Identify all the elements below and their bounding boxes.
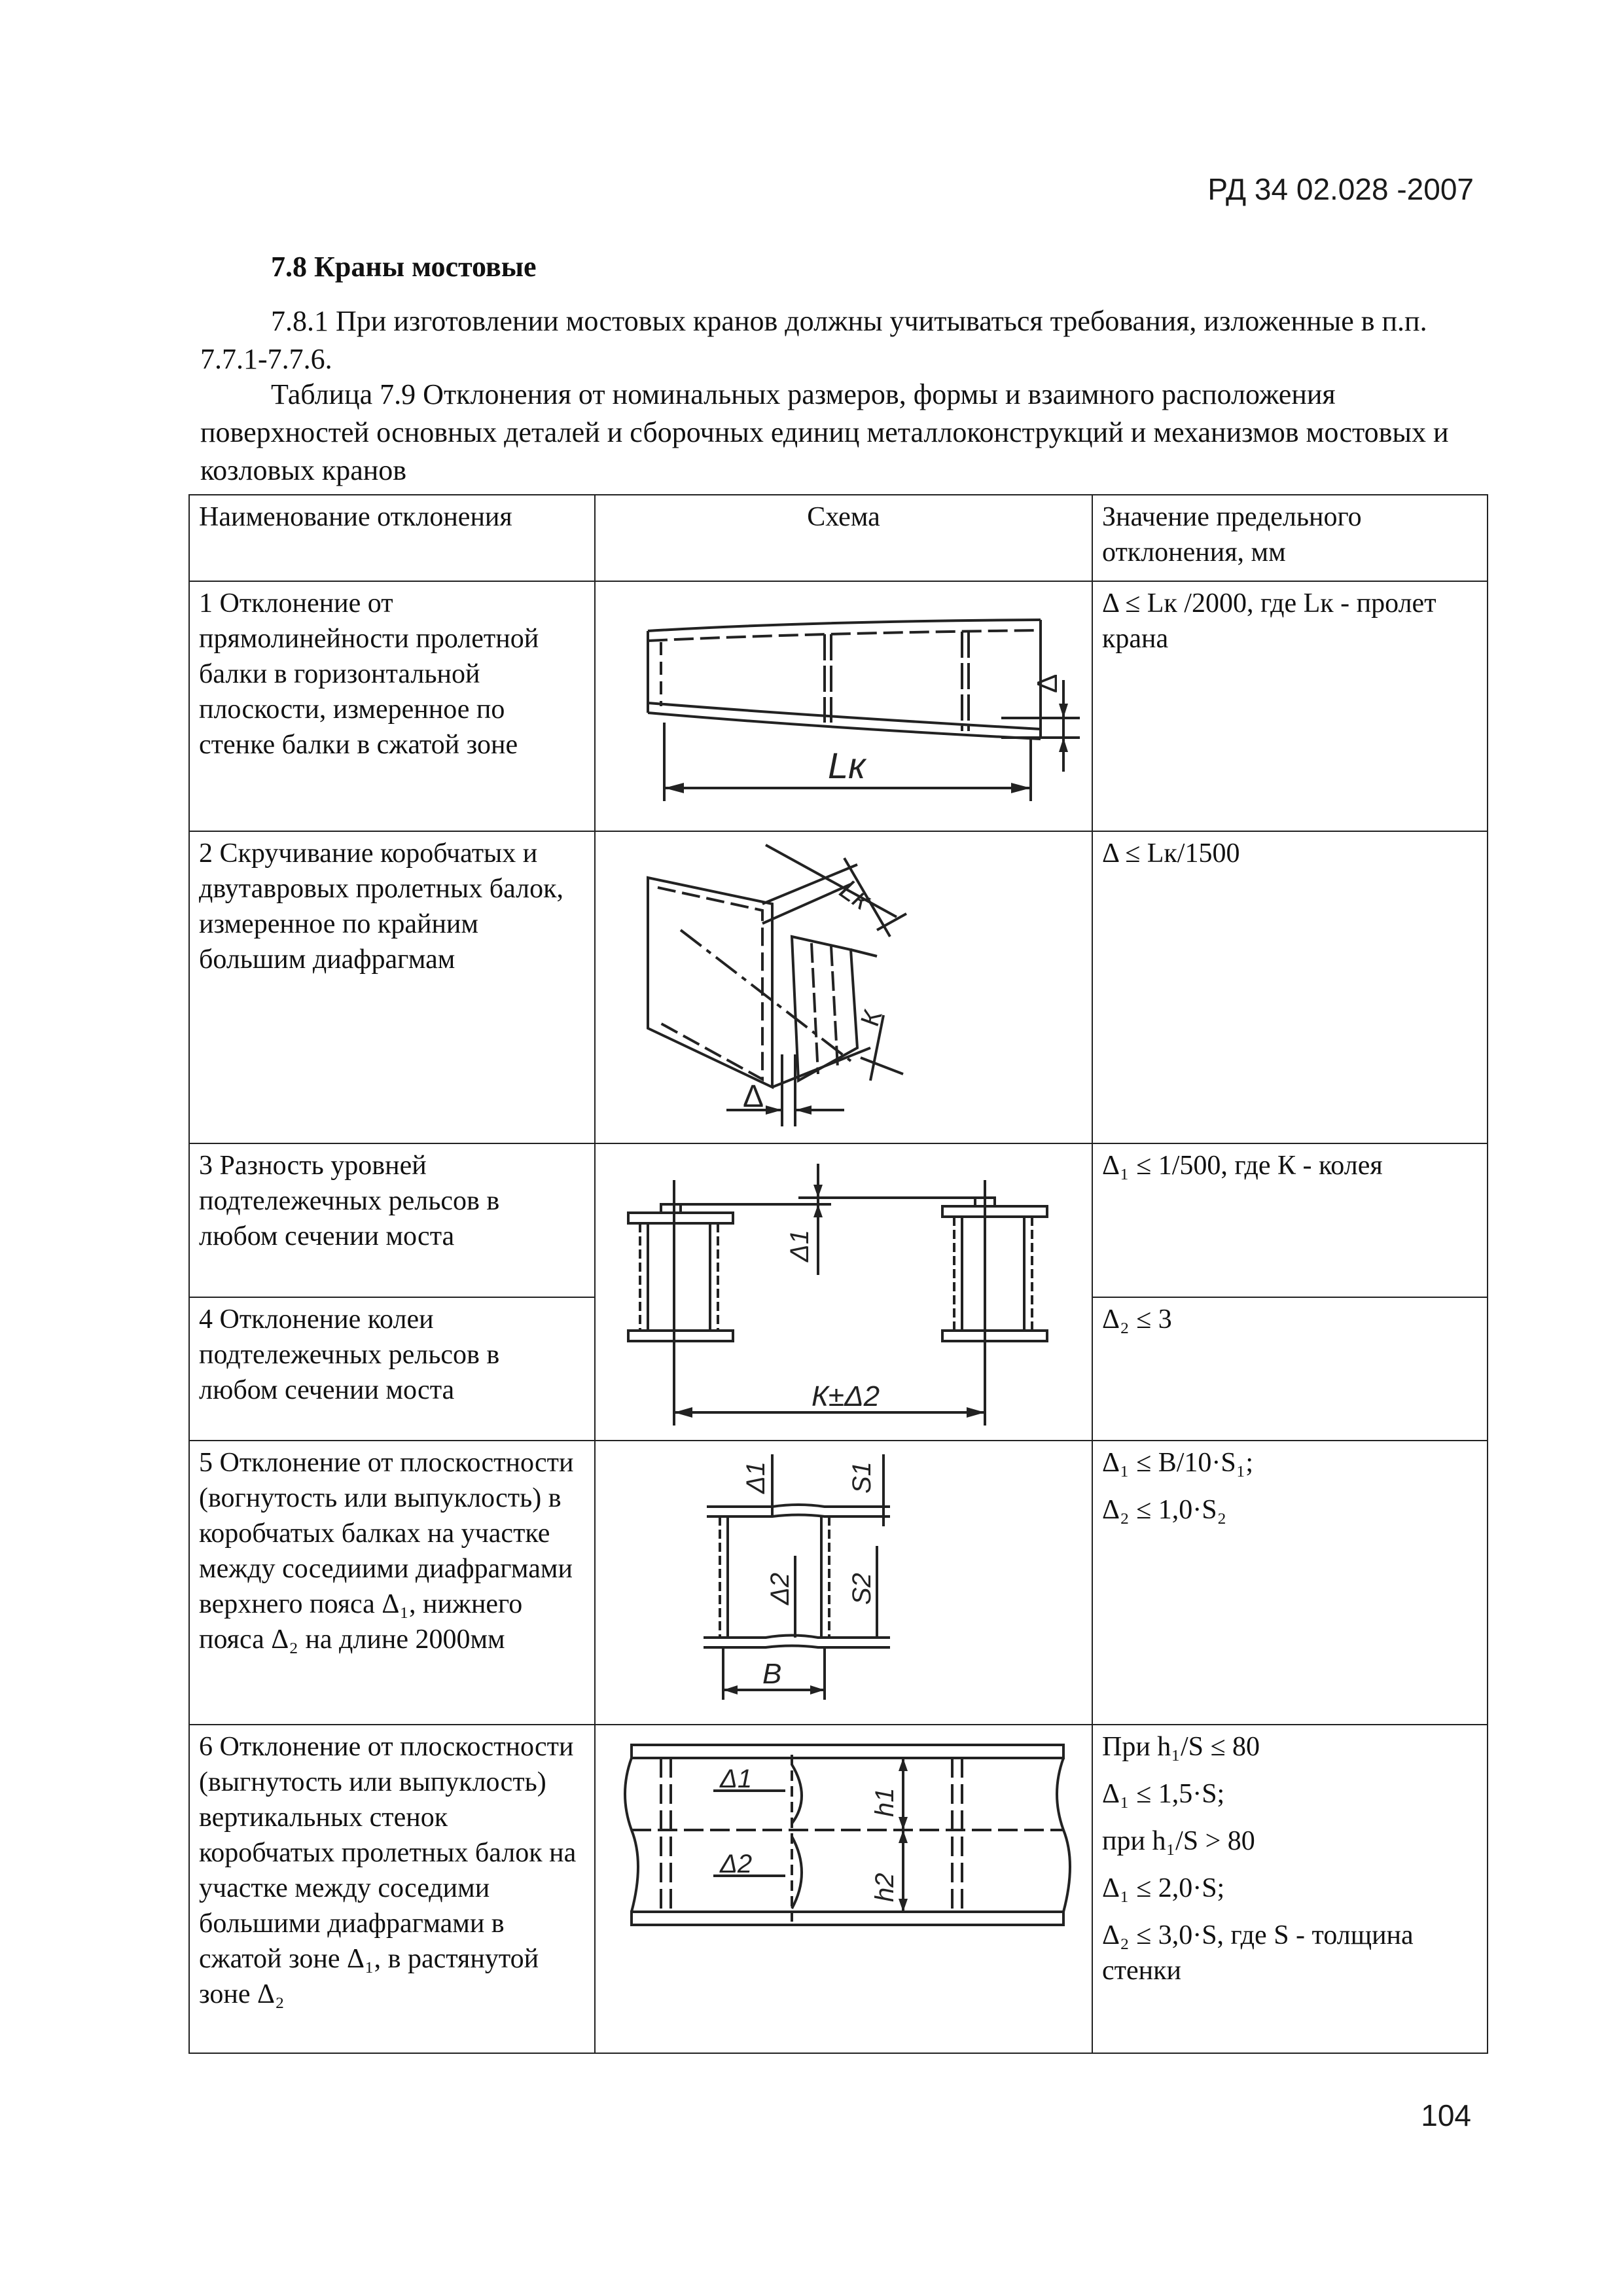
row-name: 2 Скручивание коробчатых и двутавровых пролетных балок, измеренное по крайним большим диафрагмам <box>189 831 595 1143</box>
flange-flatness-diagram <box>596 1441 1093 1724</box>
scheme-6-delta1-label: Δ1 <box>720 1765 753 1793</box>
scheme-4-gauge-label: К±Δ2 <box>812 1380 880 1412</box>
table-caption-text: Таблица 7.9 Отклонения от номинальных размеров, формы и взаимного расположения поверхностей основных деталей и сборочных единиц металлоконструкций и механизмов мостовых и козловых кранов <box>200 378 1449 486</box>
document-code: РД 34 02.028 -2007 <box>1207 172 1474 206</box>
scheme-2-length-label: Lк <box>834 873 877 917</box>
scheme-6 <box>595 1725 1092 2053</box>
scheme-5-delta2-label: Δ2 <box>766 1572 794 1605</box>
table-header-row <box>189 495 1488 581</box>
value-line: Δ₁ ≤ 2,0·S; <box>1102 1873 1225 1903</box>
scheme-6-delta2-label: Δ2 <box>720 1850 753 1878</box>
row-value <box>1092 1441 1488 1725</box>
scheme-3-delta1-label: Δ1 <box>785 1229 814 1262</box>
row-name: 4 Отклонение колеи подтележечных рельсов в любом сечении моста <box>189 1297 595 1441</box>
scheme-5-s1-label: S1 <box>847 1462 876 1494</box>
table-row <box>189 1441 1488 1725</box>
row-name: 1 Отклонение от прямолинейности пролетной балки в горизонтальной плоскости, измеренное по стенке балки в сжатой зоне <box>189 581 595 831</box>
scheme-5-s2-label: S2 <box>847 1573 876 1605</box>
value-line: при h₁/S > 80 <box>1102 1826 1255 1856</box>
beam-straightness-diagram <box>596 582 1093 831</box>
section-title: 7.8 Краны мостовые <box>271 251 537 283</box>
scheme-6-h2-label: h2 <box>870 1873 899 1902</box>
header-scheme: Схема <box>595 495 1092 581</box>
scheme-1-delta-label: Δ <box>1031 673 1063 693</box>
value-line: Δ ≤ Lк /2000, где Lк - пролет крана <box>1102 588 1436 654</box>
rail-gauge-diagram <box>596 1144 1093 1440</box>
deviation-table <box>188 494 1488 2054</box>
table-row <box>189 1143 1488 1297</box>
scheme-5 <box>595 1441 1092 1725</box>
web-flatness-diagram <box>596 1725 1093 2053</box>
row-value <box>1092 1725 1488 2053</box>
row-name: 5 Отклонение от плоскостности (вогнутость или выпуклость) в коробчатых балках на участке между соседиими диафрагмами верхнего пояса Δ₁, нижнего пояса Δ₂ на длине 2000мм <box>189 1441 595 1725</box>
header-name: Наименование отклонения <box>189 495 595 581</box>
scheme-2 <box>595 831 1092 1143</box>
paragraph-7-8-1 <box>200 302 1463 378</box>
scheme-3-4 <box>595 1143 1092 1441</box>
scheme-1-length-label: Lк <box>828 745 866 786</box>
paragraph-text: 7.8.1 При изготовлении мостовых кранов должны учитываться требования, изложенные в п.п. 7.7.1-7.7.6. <box>200 305 1427 375</box>
header-value: Значение предельного отклонения, мм <box>1092 495 1488 581</box>
value-line: Δ₁ ≤ 1,5·S; <box>1102 1779 1225 1809</box>
value-line: Δ₁ ≤ B/10·S₁; <box>1102 1448 1254 1478</box>
table-caption <box>200 376 1463 490</box>
row-value <box>1092 581 1488 831</box>
scheme-1 <box>595 581 1092 831</box>
scheme-2-k-label: К <box>855 1006 888 1031</box>
value-line: Δ ≤ Lк/1500 <box>1102 838 1240 869</box>
scheme-5-delta1-label: Δ1 <box>741 1461 770 1494</box>
scheme-2-delta-label: Δ <box>743 1079 764 1114</box>
scheme-6-h1-label: h1 <box>870 1787 899 1817</box>
value-line: При h₁/S ≤ 80 <box>1102 1732 1260 1762</box>
value-line: Δ₂ ≤ 1,0·S₂ <box>1102 1495 1227 1525</box>
value-line: Δ₂ ≤ 3 <box>1102 1304 1172 1335</box>
row-value <box>1092 1143 1488 1297</box>
table-row <box>189 831 1488 1143</box>
row-value <box>1092 1297 1488 1441</box>
page-number: 104 <box>1421 2098 1471 2132</box>
beam-twist-diagram <box>596 832 1093 1143</box>
value-line: Δ₁ ≤ 1/500, где К - колея <box>1102 1151 1383 1181</box>
value-line: Δ₂ ≤ 3,0·S, где S - толщина стенки <box>1102 1920 1414 1986</box>
table-row <box>189 581 1488 831</box>
row-name: 3 Разность уровней подтележечных рельсов в любом сечении моста <box>189 1143 595 1297</box>
table-row <box>189 1725 1488 2053</box>
row-value <box>1092 831 1488 1143</box>
scheme-5-b-label: B <box>762 1658 782 1690</box>
row-name: 6 Отклонение от плоскостности (выгнутость или выпуклость) вертикальных стенок коробчатых пролетных балок на участке между соседими большими диафрагмами в сжатой зоне Δ₁, в растянутой зоне Δ₂ <box>189 1725 595 2053</box>
